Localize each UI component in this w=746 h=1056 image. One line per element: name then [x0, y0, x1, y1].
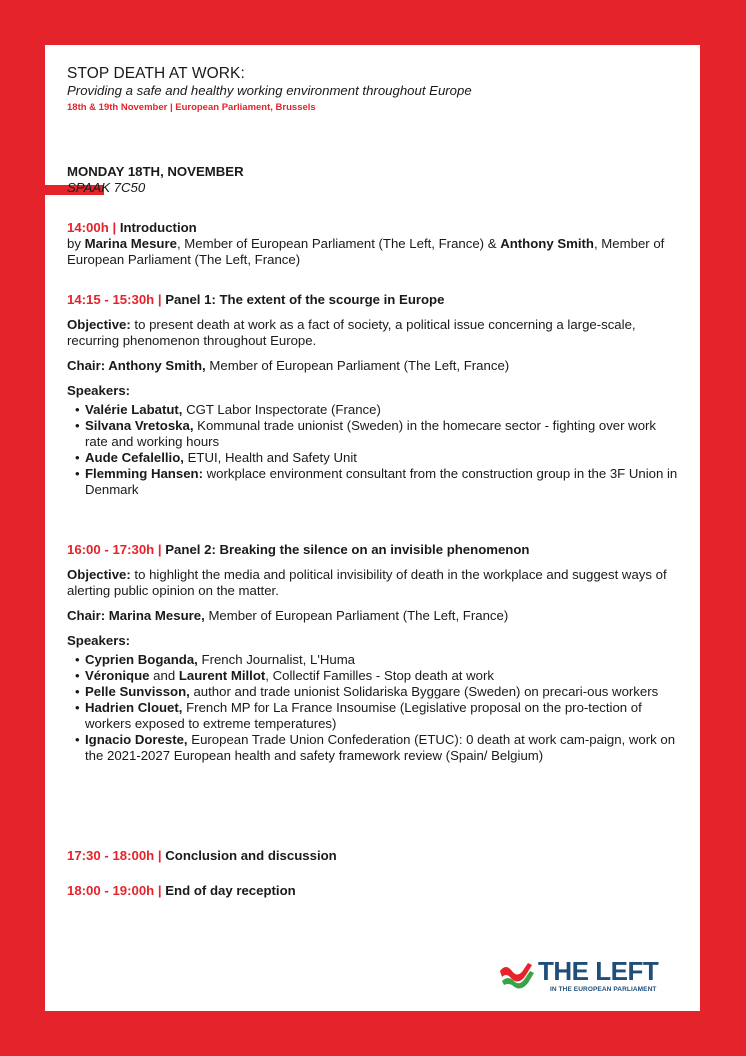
session-conclusion — [67, 848, 679, 864]
session-time: 17:30 - 18:00h | — [67, 848, 162, 863]
list-item: • Cyprien Boganda, French Journalist, L'Huma — [67, 652, 679, 668]
day-label: MONDAY 18TH, NOVEMBER — [67, 164, 244, 179]
event-title: STOP DEATH AT WORK: — [67, 65, 245, 82]
speakers-label: Speakers: — [67, 383, 131, 398]
list-item: • Aude Cefalellio, ETUI, Health and Safety Unit — [67, 450, 679, 466]
list-item: • Pelle Sunvisson, author and trade unionist Solidariska Byggare (Sweden) on precari-ous workers — [67, 684, 679, 700]
session-time: 14:15 - 15:30h | — [67, 292, 162, 307]
session-time: 18:00 - 19:00h | — [67, 883, 162, 898]
objective: Objective: to highlight the media and political invisibility of death in the workplace and suggest ways of alerting public opinion on the matter. — [67, 567, 667, 598]
list-item: • Ignacio Doreste, European Trade Union Confederation (ETUC): 0 death at work cam-paign, work on the 2021-2027 European health and safety framework review (Spain/ Belgium) — [67, 732, 679, 764]
speakers-list — [67, 652, 679, 764]
speaker-name: Marina Mesure — [84, 236, 177, 251]
session-intro — [67, 220, 679, 268]
speakers-label: Speakers: — [67, 633, 131, 648]
event-dateline: 18th & 19th November | European Parliament, Brussels — [67, 102, 316, 113]
the-left-logo — [498, 957, 688, 997]
objective: Objective: to present death at work as a fact of society, a political issue concerning a large-scale, recurring phenomenon throughout Europe. — [67, 317, 636, 348]
document-page — [45, 45, 700, 1011]
list-item: • Véronique and Laurent Millot, Collectif Familles - Stop death at work — [67, 668, 679, 684]
session-title: End of day reception — [165, 883, 296, 898]
session-time: 14:00h | — [67, 220, 117, 235]
list-item: • Flemming Hansen: workplace environment consultant from the construction group in the 3F Union in Denmark — [67, 466, 679, 498]
session-title: Introduction — [119, 220, 197, 235]
list-item: • Silvana Vretoska, Kommunal trade unionist (Sweden) in the homecare sector - fighting over work rate and working hours — [67, 418, 679, 450]
session-time: 16:00 - 17:30h | — [67, 542, 162, 557]
event-subtitle: Providing a safe and healthy working environment throughout Europe — [67, 83, 472, 98]
speaker-name: Anthony Smith — [500, 236, 594, 251]
session-panel-1 — [67, 292, 679, 498]
session-title: Conclusion and discussion — [165, 848, 337, 863]
session-title: Panel 1: The extent of the scourge in Europe — [165, 292, 445, 307]
day-heading — [67, 164, 244, 196]
chair: Chair: Marina Mesure, Member of European Parliament (The Left, France) — [67, 608, 509, 623]
chair: Chair: Anthony Smith, Member of European Parliament (The Left, France) — [67, 358, 510, 373]
speakers-list — [67, 402, 679, 498]
intro-text: by Marina Mesure, Member of European Parliament (The Left, France) & Anthony Smith, Member of European Parliament (The Left, France) — [67, 236, 665, 267]
list-item: • Hadrien Clouet, French MP for La France Insoumise (Legislative proposal on the pro-tection of workers exposed to extreme temperatures) — [67, 700, 679, 732]
logo-name: THE LEFT — [538, 956, 659, 986]
event-header — [67, 65, 679, 114]
room-label: SPAAK 7C50 — [67, 180, 146, 195]
session-reception — [67, 883, 679, 899]
session-panel-2 — [67, 542, 679, 764]
session-title: Panel 2: Breaking the silence on an invisible phenomenon — [165, 542, 530, 557]
list-item: • Valérie Labatut, CGT Labor Inspectorate (France) — [67, 402, 679, 418]
logo-wave-icon — [498, 959, 538, 993]
logo-subtitle: IN THE EUROPEAN PARLIAMENT — [550, 986, 657, 993]
